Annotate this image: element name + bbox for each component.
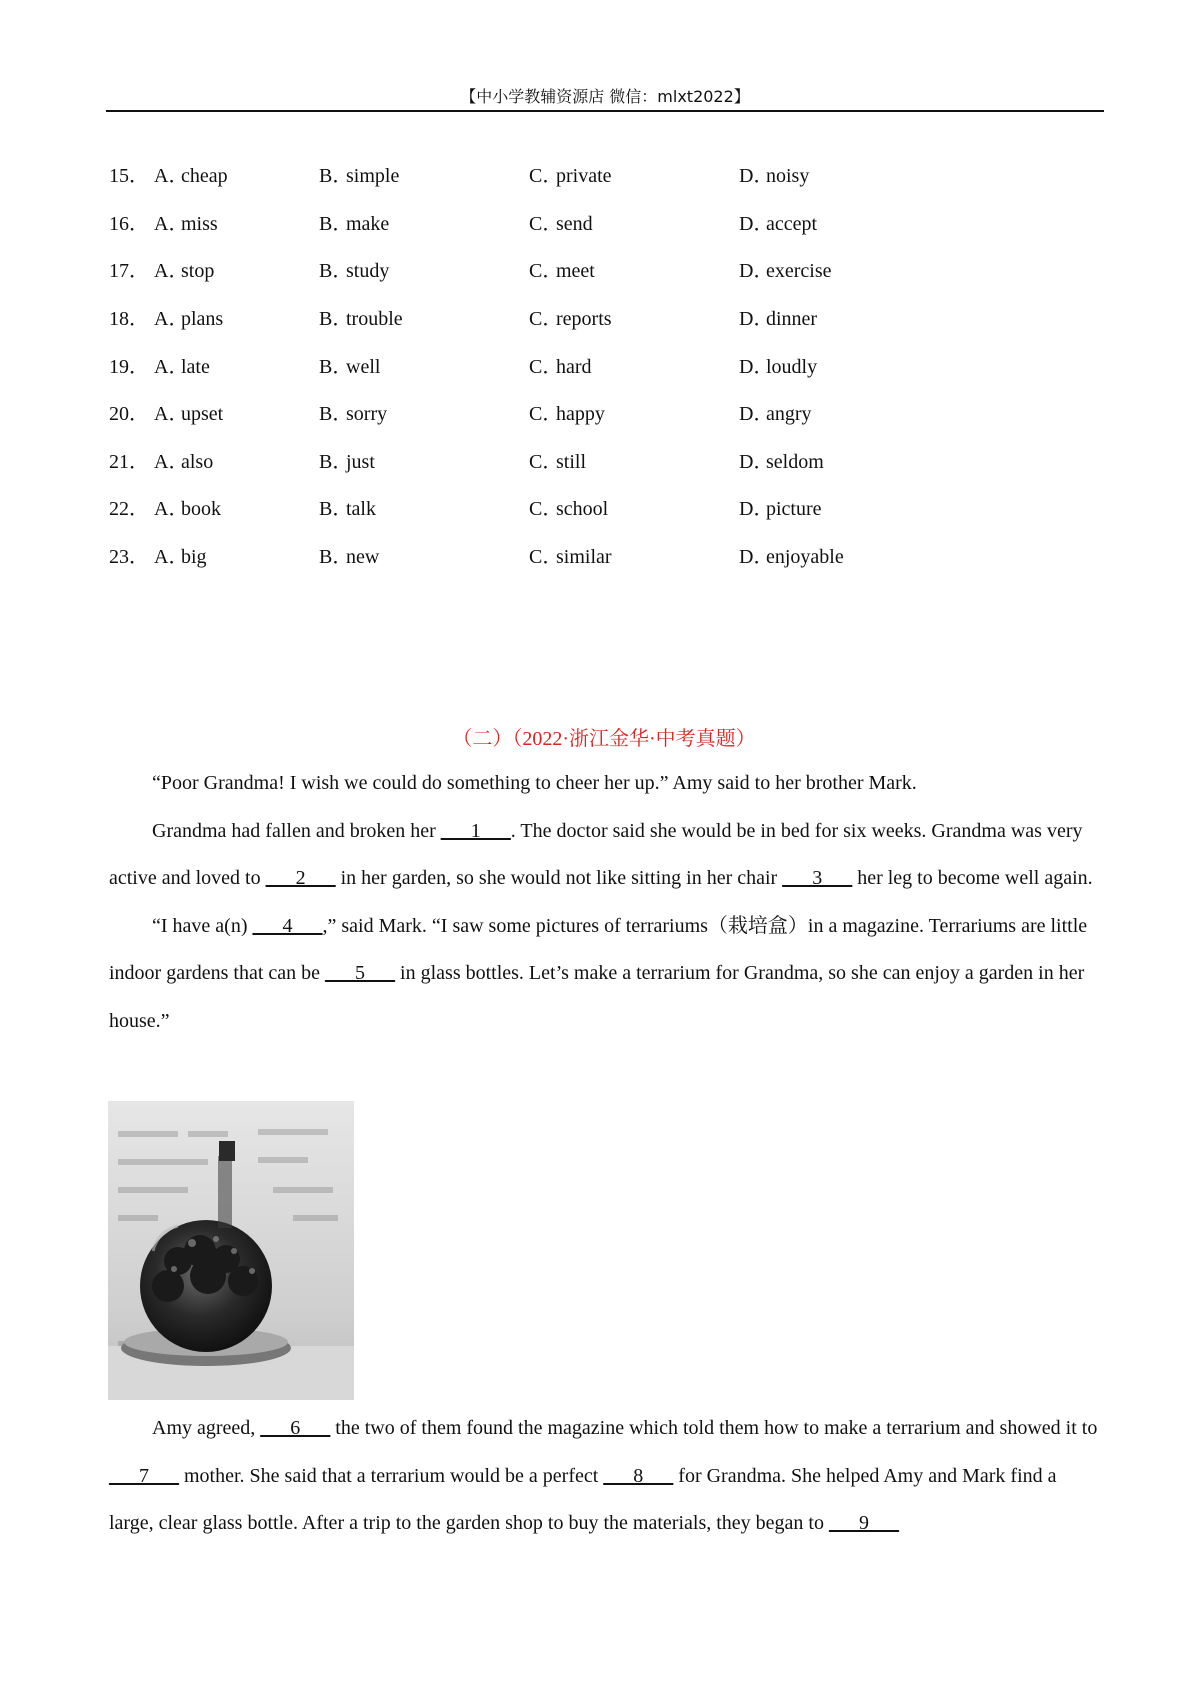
option-letter-d: D．: [739, 450, 774, 473]
option-letter-d: D．: [739, 308, 774, 331]
option-c: still: [556, 450, 587, 473]
option-b: talk: [346, 498, 376, 521]
option-d: enjoyable: [766, 546, 844, 569]
question-number: 23．: [109, 546, 149, 569]
option-a: late: [181, 355, 210, 378]
question-number: 21．: [109, 450, 149, 473]
option-a: cheap: [181, 165, 228, 188]
option-letter-b: B．: [319, 308, 353, 331]
option-letter-a: A．: [154, 308, 189, 331]
option-a: big: [181, 546, 207, 569]
option-row: [109, 245, 1099, 293]
option-letter-d: D．: [739, 498, 774, 521]
option-d: dinner: [766, 308, 818, 331]
option-letter-c: C．: [529, 403, 563, 426]
option-letter-b: B．: [319, 403, 353, 426]
question-number: 20．: [109, 403, 149, 426]
blank-4: ___4___: [252, 914, 323, 937]
option-letter-d: D．: [739, 212, 774, 235]
option-b: sorry: [346, 403, 388, 426]
option-a: stop: [181, 260, 215, 283]
blank-7: ___7___: [109, 1464, 179, 1487]
text-segment: Amy agreed,: [152, 1417, 261, 1439]
option-letter-c: C．: [529, 165, 563, 188]
option-row: [109, 388, 1099, 436]
option-letter-c: C．: [529, 260, 563, 283]
text-segment: in glass bottles. Let’s make a terrarium for Grandma, so she can enjoy a garden in her house.”: [109, 962, 1085, 1032]
blank-9: ___9___: [828, 1512, 899, 1535]
option-d: accept: [766, 212, 818, 235]
option-row: [109, 483, 1099, 531]
text-segment: her leg to become well again.: [852, 867, 1093, 890]
option-letter-b: B．: [319, 260, 353, 283]
option-c: send: [556, 212, 593, 235]
option-row: [109, 531, 1099, 579]
option-b: well: [346, 355, 381, 378]
option-letter-a: A．: [154, 450, 189, 473]
option-b: simple: [346, 165, 400, 188]
option-a: book: [181, 498, 221, 521]
option-letter-c: C．: [529, 308, 563, 331]
option-c: reports: [556, 308, 612, 331]
option-letter-b: B．: [319, 546, 353, 569]
option-c: similar: [556, 546, 612, 569]
option-letter-b: B．: [319, 498, 353, 521]
page-header: 【中小学教辅资源店 微信：mlxt2022】: [460, 87, 750, 106]
passage-top: [109, 760, 1099, 1046]
option-b: study: [346, 260, 390, 283]
option-d: seldom: [766, 450, 824, 473]
blank-5: ___5___: [325, 962, 396, 985]
option-letter-d: D．: [739, 546, 774, 569]
option-a: plans: [181, 308, 224, 331]
option-d: picture: [766, 498, 822, 521]
option-d: exercise: [766, 260, 832, 283]
paragraph-3: [109, 903, 1099, 1046]
option-letter-a: A．: [154, 355, 189, 378]
terrarium-photo: [108, 1101, 354, 1400]
option-letter-d: D．: [739, 165, 774, 188]
option-d: angry: [766, 403, 812, 426]
blank-8: ___8___: [603, 1464, 674, 1487]
answer-options: [109, 150, 1099, 578]
text-segment: “I have a(n): [152, 914, 253, 937]
option-letter-c: C．: [529, 498, 563, 521]
option-row: [109, 293, 1099, 341]
paragraph-4: [109, 1405, 1099, 1548]
option-c: school: [556, 498, 609, 521]
option-letter-a: A．: [154, 212, 189, 235]
option-row: [109, 150, 1099, 198]
paragraph-1: “Poor Grandma! I wish we could do something to cheer her up.” Amy said to her brother Mark.: [152, 772, 917, 794]
option-a: miss: [181, 212, 218, 235]
option-c: happy: [556, 403, 605, 426]
question-number: 18．: [109, 308, 149, 331]
option-a: upset: [181, 403, 224, 426]
option-letter-b: B．: [319, 165, 353, 188]
option-letter-a: A．: [154, 403, 189, 426]
option-letter-b: B．: [319, 355, 353, 378]
option-letter-b: B．: [319, 212, 353, 235]
blank-6: ___6___: [260, 1417, 331, 1439]
text-segment: mother. She said that a terrarium would be a perfect: [179, 1464, 604, 1487]
option-letter-a: A．: [154, 260, 189, 283]
option-letter-d: D．: [739, 403, 774, 426]
option-letter-a: A．: [154, 165, 189, 188]
option-d: noisy: [766, 165, 810, 188]
option-letter-a: A．: [154, 546, 189, 569]
blank-1: ___1___: [440, 819, 511, 842]
question-number: 15．: [109, 165, 149, 188]
question-number: 16．: [109, 212, 149, 235]
option-b: just: [346, 450, 375, 473]
option-row: [109, 198, 1099, 246]
text-segment: the two of them found the magazine which told them how to make a terrarium and showed it to: [330, 1417, 1098, 1439]
section-title: （二）（2022·浙江金华·中考真题）: [452, 728, 756, 750]
text-segment: in her garden, so she would not like sitting in her chair: [335, 867, 783, 890]
text-segment: . The doctor said she would be in bed for six weeks. Grandma was very active and loved to: [109, 819, 1083, 890]
option-b: trouble: [346, 308, 403, 331]
option-letter-c: C．: [529, 355, 563, 378]
option-row: [109, 340, 1099, 388]
blank-3: ___3___: [782, 867, 853, 890]
option-letter-d: D．: [739, 260, 774, 283]
paragraph-2: [109, 808, 1099, 903]
option-d: loudly: [766, 355, 818, 378]
header-divider: [106, 110, 1104, 112]
option-letter-a: A．: [154, 498, 189, 521]
text-segment: Grandma had fallen and broken her: [152, 819, 441, 842]
blank-2: ___2___: [265, 867, 336, 890]
passage-bottom: [109, 1405, 1099, 1548]
option-letter-c: C．: [529, 212, 563, 235]
option-b: make: [346, 212, 390, 235]
option-letter-c: C．: [529, 546, 563, 569]
option-letter-b: B．: [319, 450, 353, 473]
option-c: meet: [556, 260, 595, 283]
option-a: also: [181, 450, 214, 473]
option-letter-c: C．: [529, 450, 563, 473]
option-c: hard: [556, 355, 592, 378]
option-letter-d: D．: [739, 355, 774, 378]
question-number: 17．: [109, 260, 149, 283]
option-b: new: [346, 546, 380, 569]
option-c: private: [556, 165, 612, 188]
question-number: 19．: [109, 355, 149, 378]
text-segment: for Grandma. She helped Amy and Mark find a large, clear glass bottle. After a trip to the garden shop to buy the materials, they began to: [109, 1464, 1057, 1535]
text-segment: ,” said Mark. “I saw some pictures of terrariums（栽培盒）in a magazine. Terrariums are little indoor gardens that can be: [109, 914, 1088, 985]
question-number: 22．: [109, 498, 149, 521]
option-row: [109, 436, 1099, 484]
